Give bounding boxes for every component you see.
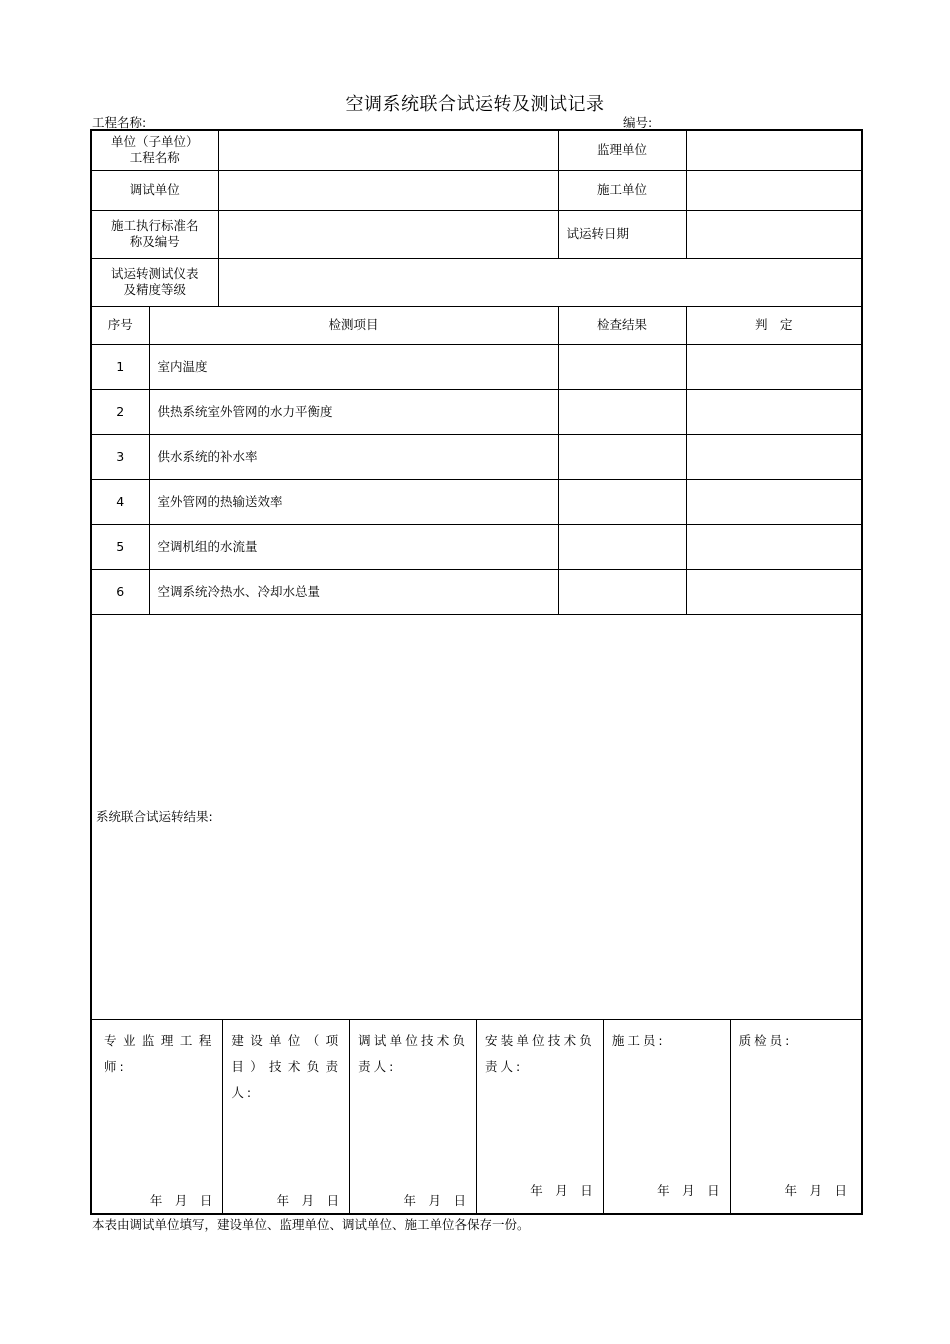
signature-cell[interactable] [96, 1020, 223, 1213]
signature-cell[interactable] [223, 1020, 350, 1213]
construction-unit-label: 施工单位 [558, 170, 686, 210]
standard-value[interactable] [218, 210, 558, 258]
row-result[interactable] [558, 569, 686, 614]
unit-project-name-label [91, 130, 218, 170]
signature-label: 施工员: [611, 1032, 666, 1048]
instrument-label [91, 258, 218, 306]
result-area[interactable] [91, 614, 862, 1019]
signature-date: 年 月 日 [657, 1182, 720, 1198]
instrument-value[interactable] [218, 258, 862, 306]
row-item: 室内温度 [149, 344, 558, 389]
number-label: 编号: [623, 115, 653, 130]
row-result[interactable] [558, 344, 686, 389]
row-item: 空调系统冷热水、冷却水总量 [149, 569, 558, 614]
signature-label: 质检员: [738, 1032, 793, 1048]
info-row-standard [91, 210, 862, 258]
standard-line1: 施工执行标准名 [111, 218, 199, 233]
unit-project-name-line1: 单位（子单位） [111, 134, 199, 150]
signature-date: 年 月 日 [276, 1192, 340, 1208]
result-row [91, 614, 862, 1019]
table-row [91, 344, 862, 389]
col-seq-header: 序号 [91, 306, 149, 344]
col-result-header: 检查结果 [558, 306, 686, 344]
row-result[interactable] [558, 389, 686, 434]
row-seq: 2 [91, 389, 149, 434]
info-row-project [91, 130, 862, 170]
row-item: 供水系统的补水率 [149, 434, 558, 479]
table-row [91, 389, 862, 434]
table-row [91, 524, 862, 569]
row-judge[interactable] [686, 434, 862, 479]
signature-cell[interactable] [730, 1020, 857, 1213]
signature-cell[interactable] [350, 1020, 477, 1213]
commissioning-unit-label: 调试单位 [91, 170, 218, 210]
row-judge[interactable] [686, 479, 862, 524]
commissioning-unit-value[interactable] [218, 170, 558, 210]
col-item-header: 检测项目 [149, 306, 558, 344]
signature-cell[interactable] [476, 1020, 603, 1213]
row-seq: 6 [91, 569, 149, 614]
signature-date: 年 月 日 [530, 1182, 593, 1198]
page-title: 空调系统联合试运转及测试记录 [345, 94, 605, 115]
col-judge-header: 判 定 [686, 306, 862, 344]
row-seq: 1 [91, 344, 149, 389]
row-seq: 4 [91, 479, 149, 524]
signature-label: 专业监理工程师: [104, 1032, 215, 1074]
signature-label: 调试单位技术负责人: [358, 1032, 468, 1074]
row-seq: 5 [91, 524, 149, 569]
row-judge[interactable] [686, 389, 862, 434]
supervision-unit-label: 监理单位 [558, 130, 686, 170]
construction-unit-value[interactable] [686, 170, 862, 210]
table-row [91, 479, 862, 524]
unit-project-name-line2: 工程名称 [129, 150, 180, 166]
signature-date: 年 月 日 [149, 1192, 213, 1208]
standard-label [91, 210, 218, 258]
supervision-unit-value[interactable] [686, 130, 862, 170]
signature-date: 年 月 日 [403, 1192, 466, 1208]
table-row [91, 569, 862, 614]
column-header-row [91, 306, 862, 344]
instrument-line1: 试运转测试仪表 [111, 266, 199, 281]
trial-date-label: 试运转日期 [558, 210, 686, 258]
signature-row [91, 1019, 862, 1214]
signature-label: 安装单位技术负责人: [484, 1032, 595, 1074]
signature-cell[interactable] [603, 1020, 730, 1213]
row-result[interactable] [558, 524, 686, 569]
row-result[interactable] [558, 434, 686, 479]
signature-table [96, 1020, 857, 1213]
signature-label: 建设单位（项目）技术负责人: [231, 1032, 342, 1100]
table-row [91, 434, 862, 479]
instrument-line2: 及精度等级 [123, 282, 187, 297]
row-item: 空调机组的水流量 [149, 524, 558, 569]
result-label: 系统联合试运转结果: [96, 808, 213, 824]
unit-project-name-value[interactable] [218, 130, 558, 170]
project-name-label: 工程名称: [92, 115, 147, 130]
info-row-instrument [91, 258, 862, 306]
footer-note: 本表由调试单位填写，建设单位、监理单位、调试单位、施工单位各保存一份。 [92, 1217, 530, 1232]
row-judge[interactable] [686, 344, 862, 389]
row-item: 室外管网的热输送效率 [149, 479, 558, 524]
row-judge[interactable] [686, 524, 862, 569]
row-seq: 3 [91, 434, 149, 479]
trial-date-value[interactable] [686, 210, 862, 258]
row-result[interactable] [558, 479, 686, 524]
row-item: 供热系统室外管网的水力平衡度 [149, 389, 558, 434]
signature-date: 年 月 日 [784, 1182, 848, 1198]
info-row-commissioning [91, 170, 862, 210]
standard-line2: 称及编号 [129, 234, 180, 249]
record-table [90, 129, 863, 1215]
row-judge[interactable] [686, 569, 862, 614]
